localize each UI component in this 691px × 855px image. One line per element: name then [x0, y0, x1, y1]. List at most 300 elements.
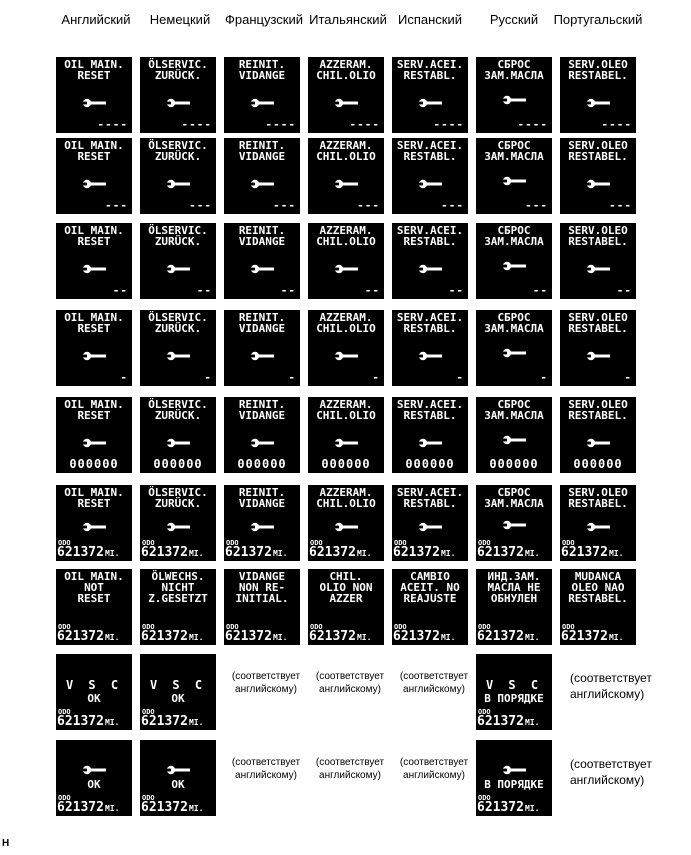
wrench-icon	[418, 433, 442, 452]
panel-line-1: OIL MAIN.	[64, 486, 124, 499]
vsc-status: OK	[87, 692, 101, 705]
panel-line-2: VIDANGE	[238, 150, 286, 163]
odo-value	[477, 714, 539, 729]
odo-value	[225, 629, 287, 644]
odo-number: 621372	[57, 714, 104, 729]
reset-countdown: --	[616, 284, 632, 297]
panel-line-2: RESTABL.	[403, 497, 457, 510]
reset-countdown: -	[372, 371, 380, 384]
panel-line-1: SERV.ACEI.	[396, 311, 464, 324]
display-panel	[140, 397, 216, 473]
zero-counter: 000000	[237, 457, 287, 471]
odo-number: 621372	[141, 714, 188, 729]
odo-value	[57, 800, 119, 815]
vsc-title: V S C	[149, 678, 207, 692]
panel-line-3: RESTABEL.	[568, 592, 628, 605]
wrench-icon	[586, 174, 610, 193]
display-panel	[476, 310, 552, 386]
wrench-icon	[418, 517, 442, 536]
figure-corner-label: H	[2, 838, 10, 849]
odo-unit: MI.	[188, 633, 204, 642]
panel-line-1: OIL MAIN.	[64, 58, 124, 71]
wrench-icon	[418, 174, 442, 193]
panel-line-2: ЗАМ.МАСЛА	[484, 409, 544, 422]
same-as-english-note: (соответствует английскому)	[315, 757, 385, 781]
display-panel	[560, 57, 636, 133]
panel-line-2: RESTABL.	[403, 235, 457, 248]
display-panel	[140, 654, 216, 730]
odo-unit: MI.	[356, 549, 372, 558]
odo-value	[57, 629, 119, 644]
reset-countdown: --	[448, 284, 464, 297]
display-panel	[476, 223, 552, 299]
reset-countdown: -	[624, 371, 632, 384]
wrench-icon	[334, 259, 358, 278]
odo-number: 621372	[561, 545, 608, 560]
odo-value	[141, 800, 203, 815]
panel-line-2: ACEIT. NO	[400, 581, 460, 594]
panel-line-1: SERV.OLEO	[568, 486, 628, 499]
panel-line-3: INITIAL.	[235, 592, 289, 605]
panel-line-2: OLEO NAO	[571, 581, 625, 594]
odo-label: ODO	[562, 539, 575, 547]
panel-line-3: AZZER	[329, 592, 363, 605]
odo-number: 621372	[393, 545, 440, 560]
odo-value	[393, 545, 455, 560]
odo-value	[393, 629, 455, 644]
wrench-icon	[418, 346, 442, 365]
display-panel	[308, 485, 384, 561]
display-panel	[56, 57, 132, 133]
odo-unit: MI.	[272, 633, 288, 642]
odo-number: 621372	[393, 629, 440, 644]
wrench-icon	[166, 93, 190, 112]
wrench-icon	[250, 174, 274, 193]
panel-line-2: RESTABEL.	[568, 497, 628, 510]
odo-unit: MI.	[524, 633, 540, 642]
display-panel	[560, 397, 636, 473]
same-as-english-note: (соответствует английскому)	[231, 757, 301, 781]
wrench-icon	[250, 433, 274, 452]
panel-line-2: RESTABL.	[403, 322, 457, 335]
display-panel	[476, 397, 552, 473]
wrench-icon	[166, 346, 190, 365]
panel-line-1: REINIT.	[238, 58, 286, 71]
reset-countdown: ----	[181, 118, 212, 131]
odo-number: 621372	[57, 545, 104, 560]
display-panel	[560, 223, 636, 299]
panel-line-1: ÖLSERVIC.	[148, 311, 208, 324]
panel-line-1: SERV.OLEO	[568, 58, 628, 71]
wrench-icon	[334, 517, 358, 536]
panel-line-2: ЗАМ.МАСЛА	[484, 69, 544, 82]
display-panel	[140, 485, 216, 561]
panel-line-2: RESET	[77, 150, 111, 163]
panel-line-2: CHIL.OLIO	[316, 69, 376, 82]
odo-value	[225, 545, 287, 560]
panel-line-3: RESET	[77, 592, 111, 605]
panel-line-1: SERV.ACEI.	[396, 139, 464, 152]
odo-unit: MI.	[608, 549, 624, 558]
display-panel	[224, 569, 300, 645]
display-panel	[392, 310, 468, 386]
panel-line-3: Z.GESETZT	[148, 592, 208, 605]
display-panel	[476, 485, 552, 561]
odo-number: 621372	[477, 714, 524, 729]
odo-label: ODO	[226, 539, 239, 547]
odo-label: ODO	[142, 708, 155, 716]
odo-value	[561, 545, 623, 560]
panel-line-1: CHIL.	[329, 570, 363, 583]
odo-value	[309, 545, 371, 560]
panel-line-2: NOT	[84, 581, 104, 594]
display-panel	[56, 223, 132, 299]
odo-number: 621372	[57, 629, 104, 644]
odo-unit: MI.	[104, 804, 120, 813]
panel-line-1: СБРОС	[497, 486, 531, 499]
panel-line-2: VIDANGE	[238, 497, 286, 510]
panel-line-1: SERV.OLEO	[568, 398, 628, 411]
panel-line-1: REINIT.	[238, 224, 286, 237]
panel-line-2: ZURÜCK.	[154, 322, 202, 335]
display-panel	[56, 138, 132, 214]
panel-line-3: REAJUSTE	[403, 592, 457, 605]
panel-line-2: RESTABL.	[403, 69, 457, 82]
display-panel	[308, 310, 384, 386]
panel-line-1: OIL MAIN.	[64, 139, 124, 152]
wrench-icon	[166, 433, 190, 452]
reset-countdown: --	[196, 284, 212, 297]
odo-value	[141, 545, 203, 560]
panel-line-2: ZURÜCK.	[154, 69, 202, 82]
odo-label: ODO	[562, 623, 575, 631]
display-panel	[56, 654, 132, 730]
same-as-english-note: (соответствует английскому)	[570, 757, 652, 787]
panel-line-1: AZZERAM.	[319, 486, 373, 499]
reset-countdown: ---	[105, 199, 128, 212]
display-panel	[308, 569, 384, 645]
panel-line-2: CHIL.OLIO	[316, 150, 376, 163]
wrench-icon	[166, 760, 190, 779]
panel-line-1: СБРОС	[497, 311, 531, 324]
panel-line-2: OLIO NON	[319, 581, 373, 594]
panel-line-2: ZURÜCK.	[154, 150, 202, 163]
panel-line-2: VIDANGE	[238, 235, 286, 248]
zero-counter: 000000	[321, 457, 371, 471]
reset-countdown: -	[120, 371, 128, 384]
odo-label: ODO	[58, 623, 71, 631]
panel-line-2: VIDANGE	[238, 322, 286, 335]
column-header: Русский	[489, 12, 539, 27]
odo-unit: MI.	[524, 718, 540, 727]
odo-value	[57, 714, 119, 729]
reset-countdown: --	[112, 284, 128, 297]
panel-line-1: ÖLWECHS.	[151, 570, 205, 583]
odo-unit: MI.	[524, 804, 540, 813]
panel-line-2: RESET	[77, 322, 111, 335]
wrench-icon	[82, 517, 106, 536]
display-panel	[392, 57, 468, 133]
zero-counter: 000000	[69, 457, 119, 471]
panel-line-2: RESTABEL.	[568, 235, 628, 248]
wrench-icon	[82, 346, 106, 365]
odo-label: ODO	[226, 623, 239, 631]
same-as-english-note: (соответствует английскому)	[399, 757, 469, 781]
display-panel	[476, 740, 552, 816]
odo-label: ODO	[394, 539, 407, 547]
display-panel	[476, 569, 552, 645]
odo-value	[309, 629, 371, 644]
panel-line-2: CHIL.OLIO	[316, 235, 376, 248]
display-panel	[224, 57, 300, 133]
panel-line-1: REINIT.	[238, 486, 286, 499]
odo-unit: MI.	[104, 718, 120, 727]
display-panel	[224, 223, 300, 299]
panel-line-1: ÖLSERVIC.	[148, 224, 208, 237]
display-panel	[140, 57, 216, 133]
display-panel	[308, 138, 384, 214]
vsc-status: OK	[171, 692, 185, 705]
display-panel	[140, 740, 216, 816]
panel-line-2: NICHT	[161, 581, 195, 594]
display-panel	[56, 310, 132, 386]
column-header: Португальский	[553, 12, 643, 27]
display-panel	[392, 485, 468, 561]
wrench-icon	[586, 93, 610, 112]
wrench-icon	[250, 259, 274, 278]
reset-countdown: ----	[265, 118, 296, 131]
odo-unit: MI.	[188, 549, 204, 558]
reset-countdown: -	[456, 371, 464, 384]
panel-line-1: ÖLSERVIC.	[148, 58, 208, 71]
odo-label: ODO	[478, 623, 491, 631]
panel-line-1: CAMBIO	[410, 570, 450, 583]
reset-countdown: -	[540, 371, 548, 384]
wrench-icon	[502, 171, 526, 190]
odo-label: ODO	[310, 539, 323, 547]
panel-line-2: ЗАМ.МАСЛА	[484, 322, 544, 335]
wrench-icon	[166, 259, 190, 278]
wrench-icon	[334, 93, 358, 112]
wrench-icon	[166, 174, 190, 193]
wrench-icon	[250, 346, 274, 365]
zero-counter: 000000	[489, 457, 539, 471]
reset-countdown: --	[364, 284, 380, 297]
panel-line-1: AZZERAM.	[319, 311, 373, 324]
odo-number: 621372	[477, 800, 524, 815]
column-header: Немецкий	[149, 12, 211, 27]
reset-countdown: ----	[517, 118, 548, 131]
panel-line-2: VIDANGE	[238, 69, 286, 82]
odo-unit: MI.	[524, 549, 540, 558]
odo-number: 621372	[477, 545, 524, 560]
display-panel	[56, 485, 132, 561]
wrench-icon	[418, 259, 442, 278]
reset-countdown: ---	[357, 199, 380, 212]
wrench-icon	[250, 93, 274, 112]
wrench-icon	[502, 90, 526, 109]
panel-line-1: OIL MAIN.	[64, 398, 124, 411]
panel-line-1: AZZERAM.	[319, 139, 373, 152]
display-panel	[476, 138, 552, 214]
odo-unit: MI.	[188, 718, 204, 727]
odo-number: 621372	[57, 800, 104, 815]
vsc-title: V S C	[65, 678, 123, 692]
panel-line-2: VIDANGE	[238, 409, 286, 422]
odo-value	[141, 714, 203, 729]
display-panel	[476, 654, 552, 730]
odo-value	[57, 545, 119, 560]
display-panel	[224, 397, 300, 473]
odo-label: ODO	[58, 539, 71, 547]
odo-label: ODO	[478, 539, 491, 547]
odo-unit: MI.	[188, 804, 204, 813]
odo-unit: MI.	[104, 633, 120, 642]
panel-line-1: REINIT.	[238, 311, 286, 324]
display-panel	[56, 740, 132, 816]
display-panel	[140, 310, 216, 386]
wrench-icon	[82, 259, 106, 278]
panel-line-2: RESTABEL.	[568, 322, 628, 335]
display-panel	[224, 138, 300, 214]
display-panel	[392, 223, 468, 299]
odo-number: 621372	[225, 545, 272, 560]
wrench-icon	[502, 515, 526, 534]
odo-number: 621372	[561, 629, 608, 644]
panel-line-2: CHIL.OLIO	[316, 497, 376, 510]
odo-label: ODO	[58, 708, 71, 716]
panel-line-1: VIDANGE	[238, 570, 286, 583]
reset-countdown: ---	[525, 199, 548, 212]
reset-countdown: ---	[441, 199, 464, 212]
panel-line-2: ZURÜCK.	[154, 409, 202, 422]
panel-line-1: SERV.ACEI.	[396, 398, 464, 411]
panel-line-2: RESTABL.	[403, 150, 457, 163]
panel-line-1: ÖLSERVIC.	[148, 486, 208, 499]
column-header: Итальянский	[309, 12, 387, 27]
display-panel	[392, 569, 468, 645]
odo-unit: MI.	[608, 633, 624, 642]
wrench-icon	[418, 93, 442, 112]
panel-line-1: OIL MAIN.	[64, 311, 124, 324]
panel-line-2: RESET	[77, 235, 111, 248]
odo-unit: MI.	[440, 633, 456, 642]
odo-number: 621372	[225, 629, 272, 644]
wrench-icon	[166, 517, 190, 536]
odo-value	[477, 629, 539, 644]
wrench-icon	[586, 517, 610, 536]
same-as-english-note: (соответствует английскому)	[231, 671, 301, 695]
panel-line-1: OIL MAIN.	[64, 224, 124, 237]
wrench-icon	[502, 256, 526, 275]
panel-line-1: OIL MAIN.	[64, 570, 124, 583]
panel-line-1: SERV.ACEI.	[396, 224, 464, 237]
display-panel	[56, 397, 132, 473]
wrench-ok-status: OK	[171, 778, 185, 791]
odo-label: ODO	[142, 539, 155, 547]
panel-line-2: RESET	[77, 69, 111, 82]
panel-line-1: ÖLSERVIC.	[148, 398, 208, 411]
display-panel	[140, 223, 216, 299]
wrench-ok-status: В ПОРЯДКЕ	[484, 778, 544, 791]
odo-number: 621372	[477, 629, 524, 644]
odo-label: ODO	[310, 623, 323, 631]
column-header: Французский	[225, 12, 303, 27]
odo-value	[141, 629, 203, 644]
panel-line-1: ИНД.ЗАМ.	[487, 570, 541, 583]
wrench-icon	[82, 93, 106, 112]
panel-line-1: СБРОС	[497, 224, 531, 237]
panel-line-1: REINIT.	[238, 139, 286, 152]
odo-number: 621372	[309, 629, 356, 644]
odo-label: ODO	[394, 623, 407, 631]
wrench-icon	[334, 433, 358, 452]
same-as-english-note: (соответствует английскому)	[315, 671, 385, 695]
odo-label: ODO	[58, 794, 71, 802]
display-panel	[392, 397, 468, 473]
panel-line-1: AZZERAM.	[319, 58, 373, 71]
panel-line-2: ЗАМ.МАСЛА	[484, 150, 544, 163]
panel-line-2: RESTABL.	[403, 409, 457, 422]
zero-counter: 000000	[405, 457, 455, 471]
panel-line-1: AZZERAM.	[319, 224, 373, 237]
wrench-icon	[250, 517, 274, 536]
reset-countdown: ---	[609, 199, 632, 212]
reset-countdown: -	[204, 371, 212, 384]
panel-line-2: RESTABEL.	[568, 409, 628, 422]
wrench-icon	[502, 760, 526, 779]
display-panel	[308, 57, 384, 133]
odo-number: 621372	[309, 545, 356, 560]
panel-line-2: RESTABEL.	[568, 150, 628, 163]
display-panel	[308, 223, 384, 299]
vsc-title: V S C	[485, 678, 543, 692]
odo-label: ODO	[142, 623, 155, 631]
same-as-english-note: (соответствует английскому)	[399, 671, 469, 695]
panel-line-2: NON RE-	[238, 581, 286, 594]
panel-line-2: RESET	[77, 497, 111, 510]
reset-countdown: ----	[601, 118, 632, 131]
reset-countdown: ----	[97, 118, 128, 131]
odo-label: ODO	[142, 794, 155, 802]
wrench-icon	[82, 433, 106, 452]
wrench-icon	[586, 433, 610, 452]
panel-line-2: RESTABEL.	[568, 69, 628, 82]
panel-line-1: СБРОС	[497, 398, 531, 411]
wrench-icon	[586, 346, 610, 365]
display-panel	[560, 569, 636, 645]
panel-line-1: MUDANCA	[574, 570, 622, 583]
reset-countdown: ----	[349, 118, 380, 131]
display-panel	[224, 485, 300, 561]
reset-countdown: ----	[433, 118, 464, 131]
odo-value	[477, 545, 539, 560]
display-panel	[56, 569, 132, 645]
panel-line-2: МАСЛА НЕ	[487, 581, 541, 594]
panel-line-1: SERV.ACEI.	[396, 486, 464, 499]
panel-line-3: ОБНУЛЕН	[490, 592, 538, 605]
wrench-ok-status: OK	[87, 778, 101, 791]
wrench-icon	[82, 174, 106, 193]
panel-line-2: ZURÜCK.	[154, 235, 202, 248]
panel-line-1: ÖLSERVIC.	[148, 139, 208, 152]
wrench-icon	[502, 430, 526, 449]
wrench-icon	[82, 760, 106, 779]
panel-line-2: CHIL.OLIO	[316, 409, 376, 422]
reset-countdown: ---	[273, 199, 296, 212]
panel-line-1: СБРОС	[497, 139, 531, 152]
display-panel	[392, 138, 468, 214]
